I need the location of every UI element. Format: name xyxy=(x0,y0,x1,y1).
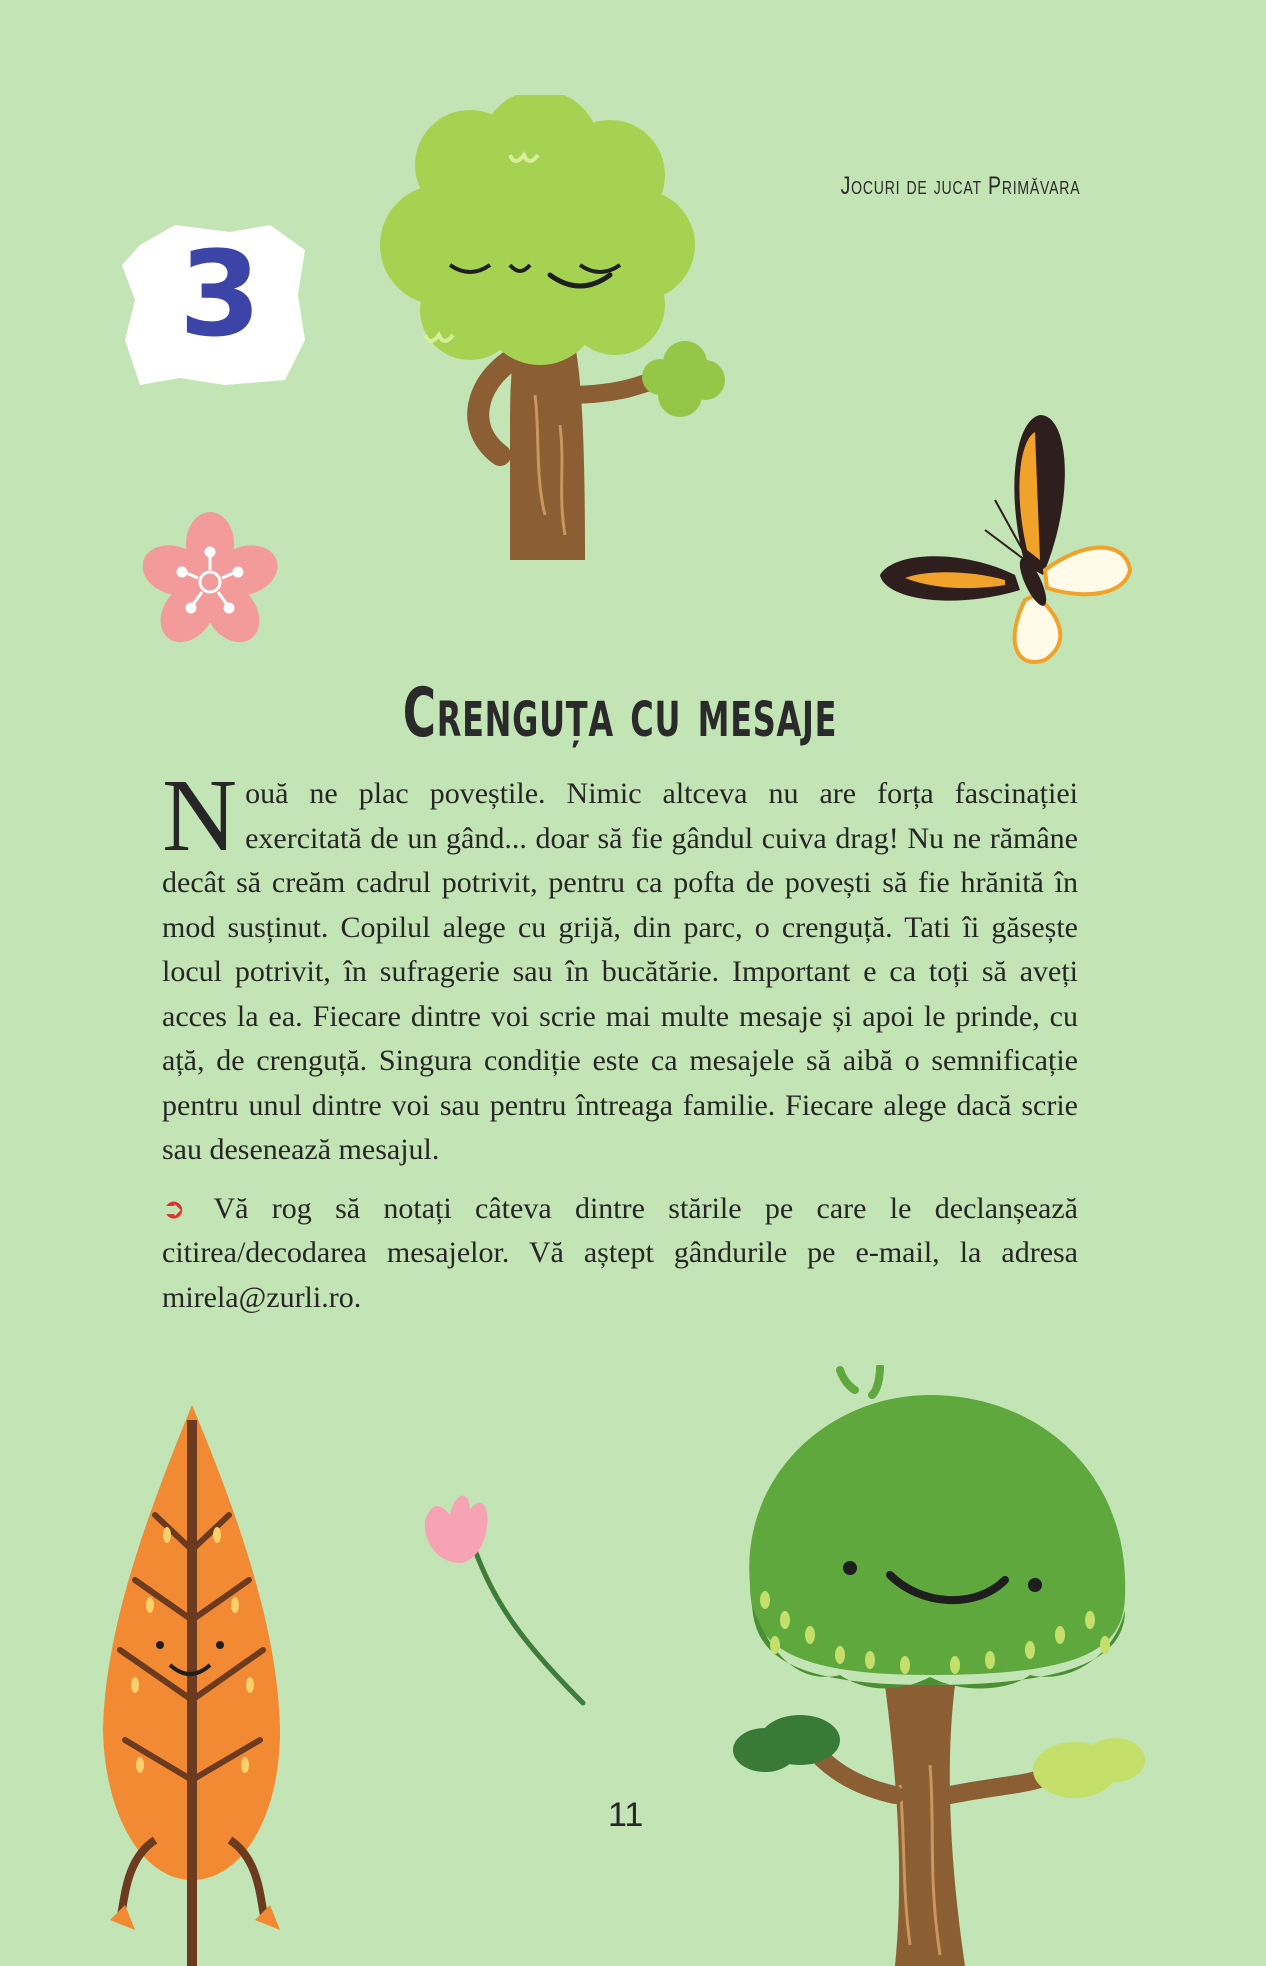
chapter-badge xyxy=(120,220,310,390)
tulip-icon xyxy=(415,1485,595,1710)
main-paragraph-text: ouă ne plac poveștile. Nimic altceva nu are forța fascinației exercitată de un gând... doar să fie gândul cuiva drag! Nu ne rămâne decât să creăm cadrul potrivit, pentru ca pofta de povești să fie hrănită în mod susținut. Copilul alege cu grijă, din parc, o crenguță. Tati îi găsește locul potrivit, în sufragerie sau în bucătărie. Important e ca toți să aveți acces la ea. Fiecare dintre voi scrie mai multe mesaje și apoi le prinde, cu ață, de crenguță. Singura condiție este ca mesajele să aibă o semnificație pentru unul dintre voi sau pentru întreaga familie. Fiecare alege dacă scrie sau desenează mesajul. xyxy=(162,777,1078,1166)
happy-tree-icon xyxy=(730,1365,1185,1966)
article-body xyxy=(162,758,1078,1320)
drop-cap: N xyxy=(162,758,238,873)
arrow-right-icon: ➲ xyxy=(162,1191,186,1225)
smiling-tree-icon xyxy=(360,95,735,560)
page-number: 11 xyxy=(608,1796,644,1834)
leaf-character-icon xyxy=(95,1400,290,1966)
note-paragraph xyxy=(162,1187,1078,1321)
main-paragraph xyxy=(162,758,1078,1173)
chapter-number: 3 xyxy=(178,225,262,363)
running-header: Jocuri de jucat Primăvara xyxy=(840,172,1080,200)
butterfly-icon xyxy=(875,410,1140,670)
page-title: Crenguța cu mesaje xyxy=(402,673,838,753)
pink-flower-icon xyxy=(143,512,278,652)
note-text: Vă rog să notați câteva dintre stările pe care le declanșează citirea/decodarea mesajelor. Vă aștept gândurile pe e-mail, la adresa mirela@zurli.ro. xyxy=(162,1191,1078,1314)
